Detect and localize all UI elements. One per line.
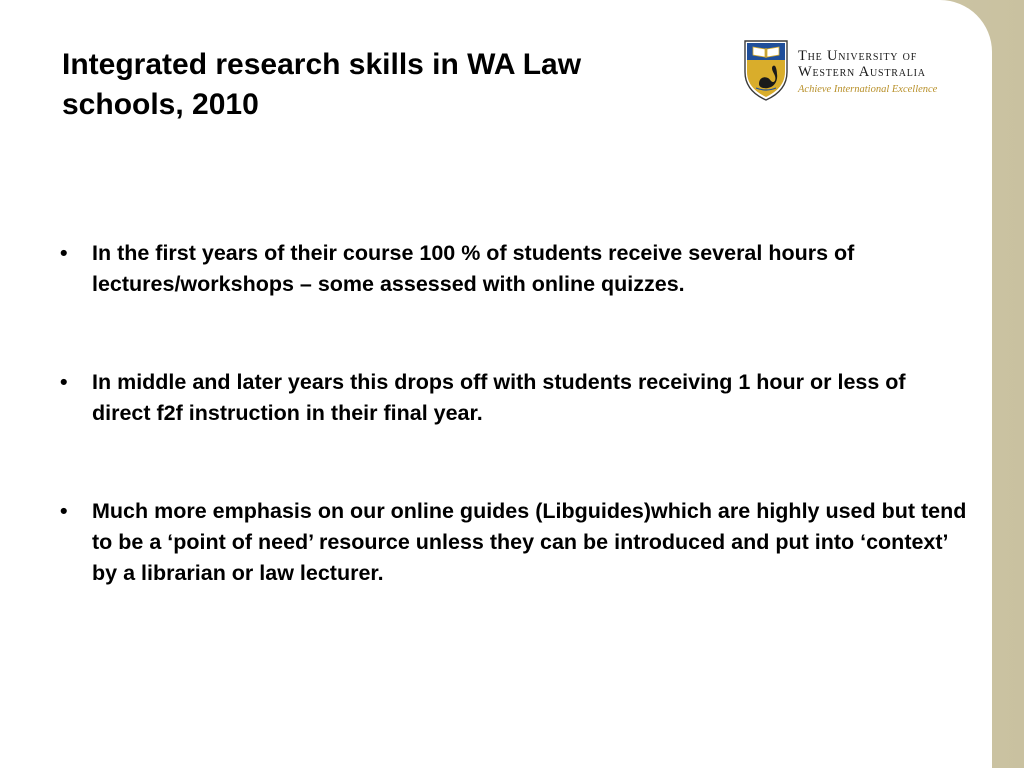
- crest-icon: [742, 38, 790, 102]
- bullet-text: In middle and later years this drops off with students receiving 1 hour or less of direct f2f instruction in their final year.: [92, 370, 906, 425]
- university-motto: Achieve International Excellence: [798, 84, 938, 95]
- university-name-line-1: The University of: [798, 48, 918, 64]
- bullet-list: [58, 238, 968, 656]
- bullet-text: In the first years of their course 100 % of students receive several hours of lectures/workshops – some assessed with online quizzes.: [92, 241, 855, 296]
- bullet-item: [58, 367, 968, 429]
- university-name-line-2: Western Australia: [798, 64, 926, 80]
- bullet-marker: •: [60, 370, 68, 394]
- university-name: [798, 48, 962, 98]
- bullet-marker: •: [60, 241, 68, 265]
- bullet-item: [58, 238, 968, 300]
- slide-title: Integrated research skills in WA Law schools, 2010: [62, 48, 582, 121]
- university-logo: [742, 38, 962, 102]
- bullet-item: [58, 496, 968, 589]
- bullet-text: Much more emphasis on our online guides (Libguides)which are highly used but tend to be a ‘point of need’ resource unless they can be introduced and put into ‘context’ by a librarian or law lecturer.: [92, 499, 967, 585]
- bullet-marker: •: [60, 499, 68, 523]
